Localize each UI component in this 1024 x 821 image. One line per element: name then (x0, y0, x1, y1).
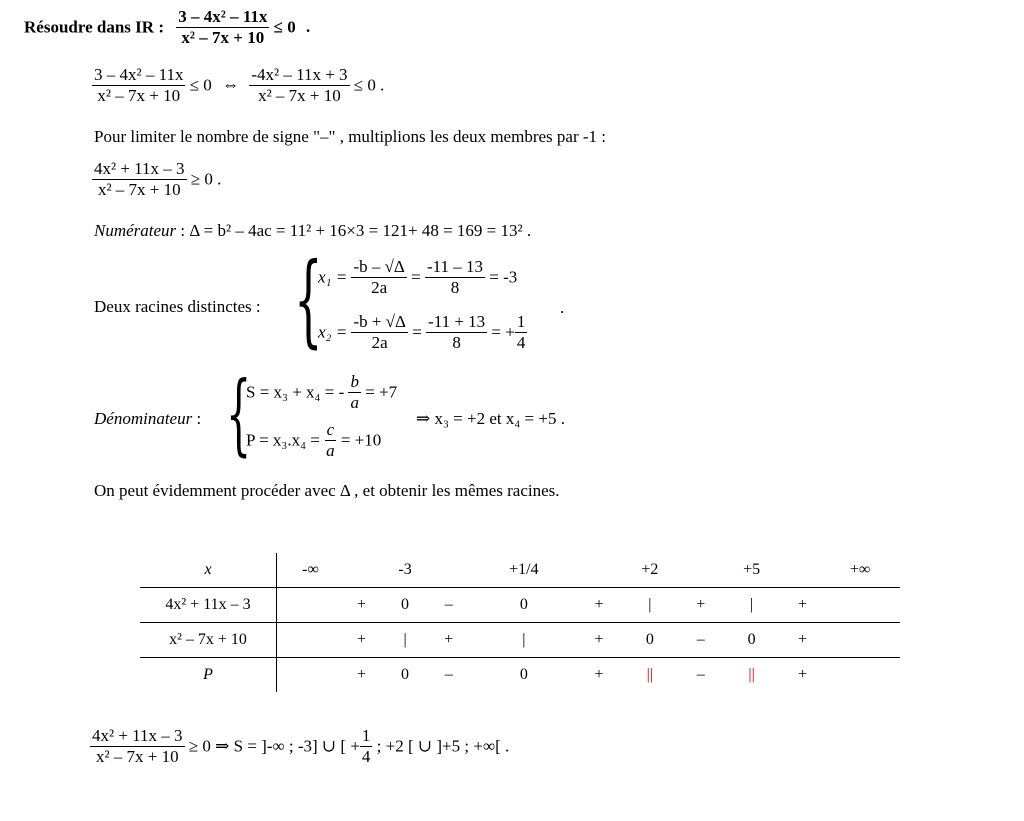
x1-formula (351, 258, 406, 297)
x1-numeric-num: -11 – 13 (426, 257, 483, 276)
solution-line (90, 727, 509, 766)
x2-result-den: 4 (516, 332, 526, 352)
line1-left-fraction (92, 66, 185, 105)
final-quarter-den: 4 (361, 746, 371, 766)
line2-denominator: x² – 7x + 10 (97, 179, 181, 199)
x1-result: = -3 (489, 267, 518, 287)
title-prefix: Résoudre dans (24, 17, 136, 37)
table-cell: + (581, 623, 616, 658)
x1-formula-den: 2a (371, 277, 388, 297)
sentence-same-roots: On peut évidemment procéder avec Δ , et obtenir les mêmes racines. (94, 481, 560, 500)
line2-fraction (92, 160, 187, 199)
product-result: = +10 (340, 430, 382, 450)
roots-label: Deux racines distinctes : (94, 297, 261, 316)
table-cell: + (344, 588, 379, 623)
table-cell: | (466, 623, 581, 658)
line1-left-numerator: 3 – 4x² – 11x (94, 65, 184, 84)
table-cell: + (581, 588, 616, 623)
table-cell: – (431, 588, 466, 623)
final-tail: ; +2 [ ∪ ]+5 ; +∞[ . (372, 736, 510, 756)
header-cell: -∞ (302, 561, 319, 578)
table-cell: – (431, 658, 466, 693)
numerator-label: Numérateur (94, 221, 177, 240)
numerator-discriminant (94, 221, 531, 241)
title-end: . (306, 17, 311, 37)
x2-result-prefix: = + (491, 322, 515, 342)
header-cell (581, 553, 616, 588)
row-label: x² – 7x + 10 (140, 623, 277, 658)
product-lhs: P = x₃.x₄ = (246, 430, 320, 450)
table-cell: 0 (466, 658, 581, 693)
table-cell: | (617, 588, 683, 623)
denominator-label: Dénominateur (94, 409, 193, 428)
header-cell: -3 (398, 561, 412, 578)
header-x: x (140, 553, 277, 588)
table-cell: + (785, 623, 820, 658)
x2-result-num: 1 (516, 312, 526, 331)
table-cell: | (379, 623, 431, 658)
table-cell: 0 (718, 623, 784, 658)
x2-lhs: x₂ = (318, 322, 348, 342)
line2-relation: ≥ 0 . (190, 169, 222, 189)
table-cell: | (718, 588, 784, 623)
denominator-conclusion: ⇒ x₃ = +2 et x₄ = +5 . (416, 409, 565, 428)
table-cell: + (344, 658, 379, 693)
table-cell: 0 (617, 623, 683, 658)
x2-numeric-den: 8 (452, 332, 461, 352)
header-cell: +5 (743, 561, 761, 578)
final-relation: ≥ 0 ⇒ S = ]-∞ ; -3] ∪ [ + (188, 736, 360, 756)
line1-left-relation: ≤ 0 (189, 75, 212, 95)
title-set: IR (135, 17, 155, 37)
forbidden-value-marker: || (617, 658, 683, 693)
numerator-text: : Δ = b² – 4ac = 11² + 16×3 = 121+ 48 = 169 = 13² . (176, 221, 532, 240)
table-cell: + (431, 623, 466, 658)
title-numerator: 3 – 4x² – 11x (178, 7, 268, 26)
title-denominator: x² – 7x + 10 (181, 27, 265, 47)
x2-formula (351, 313, 408, 352)
table-cell (820, 588, 900, 623)
table-cell: 0 (379, 658, 431, 693)
equivalence-symbol: ⇔ (222, 75, 240, 95)
title-colon: : (154, 17, 164, 37)
x2-formula-num: -b + √Δ (353, 312, 406, 331)
line1-right-relation: ≤ 0 . (353, 75, 385, 95)
sum-lhs: S = x₃ + x₄ = - (246, 382, 345, 402)
table-cell: 0 (379, 588, 431, 623)
denominator-brace: { (226, 362, 252, 465)
line1-left-denominator: x² – 7x + 10 (97, 85, 181, 105)
sum-fraction (348, 373, 361, 412)
table-cell: + (581, 658, 616, 693)
header-cell (431, 553, 466, 588)
line1-right-denominator: x² – 7x + 10 (258, 85, 341, 105)
sentence-multiply: Pour limiter le nombre de signe "–" , multiplions les deux membres par -1 : (94, 127, 606, 146)
sum-num: b (350, 372, 359, 391)
roots-end: . (560, 298, 565, 317)
final-numerator: 4x² + 11x – 3 (92, 726, 183, 745)
denominator-colon: : (192, 409, 202, 428)
table-row (140, 588, 900, 623)
header-cell: +1/4 (509, 561, 539, 578)
sum-den: a (350, 392, 359, 412)
product-den: a (326, 440, 335, 460)
x1-numeric-den: 8 (450, 277, 460, 297)
title-relation: ≤ 0 (273, 17, 296, 37)
x2-formula-den: 2a (371, 332, 388, 352)
header-cell: +2 (641, 561, 659, 578)
x2-numeric-num: -11 + 13 (428, 312, 486, 331)
table-cell (277, 588, 344, 623)
table-cell (277, 658, 344, 693)
denominator-label-line (94, 409, 201, 429)
equivalence-line (92, 66, 384, 105)
table-cell (820, 658, 900, 693)
row-label: P (140, 658, 277, 693)
root-x1 (318, 258, 517, 297)
root-x2 (318, 313, 527, 352)
final-quarter-fraction (360, 727, 373, 766)
header-cell (683, 553, 718, 588)
inequality-line (92, 160, 221, 199)
header-cell: +∞ (849, 561, 871, 578)
line1-right-numerator: -4x² – 11x + 3 (251, 65, 348, 84)
header-cell (785, 553, 820, 588)
x2-result-fraction (515, 313, 528, 352)
table-cell (277, 623, 344, 658)
x1-lhs: x₁ = (318, 267, 348, 287)
line2-numerator: 4x² + 11x – 3 (94, 159, 185, 178)
x1-numeric (425, 258, 485, 297)
x1-eq: = (411, 267, 421, 287)
table-cell: + (683, 588, 718, 623)
table-cell: – (683, 623, 718, 658)
line1-right-fraction (249, 66, 349, 105)
sign-table (140, 553, 900, 692)
table-row (140, 623, 900, 658)
exercise-title (24, 8, 310, 47)
final-denominator: x² – 7x + 10 (95, 746, 179, 766)
table-cell: 0 (466, 588, 581, 623)
x2-eq: = (412, 322, 422, 342)
product-num: c (326, 420, 335, 439)
x2-numeric (426, 313, 487, 352)
row-label: 4x² + 11x – 3 (140, 588, 277, 623)
product-fraction (324, 421, 337, 460)
table-cell: + (344, 623, 379, 658)
x1-formula-num: -b – √Δ (353, 257, 405, 276)
table-cell: – (683, 658, 718, 693)
table-cell (820, 623, 900, 658)
table-row (140, 658, 900, 693)
product-relation (246, 421, 381, 460)
sum-result: = +7 (365, 382, 398, 402)
table-header-row (140, 553, 900, 588)
final-quarter-num: 1 (361, 726, 371, 745)
roots-brace: { (294, 241, 323, 358)
sum-relation (246, 373, 397, 412)
table-cell: + (785, 658, 820, 693)
final-fraction (90, 727, 185, 766)
header-cell (344, 553, 379, 588)
title-fraction (176, 8, 269, 47)
forbidden-value-marker: || (718, 658, 784, 693)
table-cell: + (785, 588, 820, 623)
